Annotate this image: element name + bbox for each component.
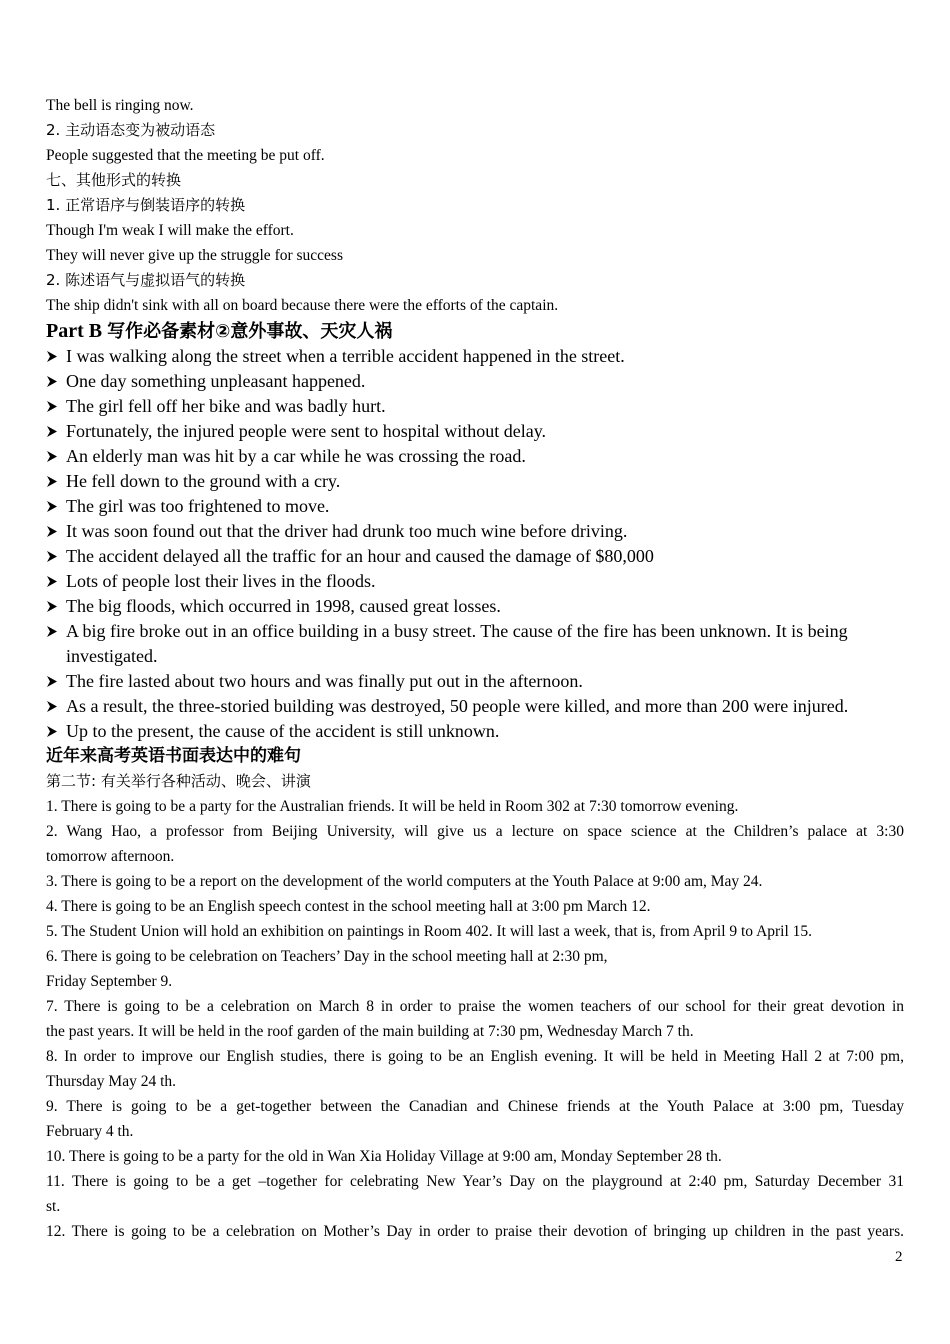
part-b-heading-cjk: 写作必备素材②意外事故、天灾人祸 — [107, 321, 393, 342]
arrow-bullet-icon — [46, 694, 64, 713]
list-item: 6. There is going to be celebration on Teachers’ Day in the school meeting hall at 2:30 pm, — [46, 948, 608, 965]
arrow-bullet-icon — [46, 344, 64, 363]
section-heading: 七、其他形式的转换 — [46, 171, 182, 189]
difficult-sentences-heading: 近年来高考英语书面表达中的难句 — [46, 746, 301, 766]
bullet-item: An elderly man was hit by a car while he was crossing the road. — [46, 444, 904, 469]
list-item-continuation: tomorrow afternoon. — [46, 848, 175, 865]
list-item: 7. There is going to be a celebration on March 8 in order to praise the women teachers of our school for their great devotion in — [46, 998, 904, 1015]
list-item: 12. There is going to be a celebration on Mother’s Day in order to praise their devotion of bringing up children in the past years. — [46, 1223, 904, 1240]
text-line: Though I'm weak I will make the effort. — [46, 222, 294, 239]
arrow-bullet-icon — [46, 444, 64, 463]
section-subheading: 第二节: 有关举行各种活动、晚会、讲演 — [46, 772, 311, 790]
bullet-item: The girl was too frightened to move. — [46, 494, 904, 519]
list-item: 9. There is going to be a get-together between the Canadian and Chinese friends at the Youth Palace at 3:00 pm, Tuesday — [46, 1098, 904, 1115]
list-item-continuation: Thursday May 24 th. — [46, 1073, 177, 1090]
list-item: 8. In order to improve our English studies, there is going to be an English evening. It will be held in Meeting Hall 2 at 7:00 pm, — [46, 1048, 904, 1065]
bullet-item: I was walking along the street when a terrible accident happened in the street. — [46, 344, 904, 369]
list-item-continuation: the past years. It will be held in the roof garden of the main building at 7:30 pm, Wednesday March 7 th. — [46, 1023, 694, 1040]
text-line: The ship didn't sink with all on board because there were the efforts of the captain. — [46, 297, 559, 314]
subheading: 1. 正常语序与倒装语序的转换 — [46, 196, 246, 214]
list-item: 5. The Student Union will hold an exhibition on paintings in Room 402. It will last a week, that is, from April 9 to April 15. — [46, 923, 813, 940]
bullet-item: As a result, the three-storied building was destroyed, 50 people were killed, and more than 200 were injured. — [46, 694, 904, 719]
list-item: 4. There is going to be an English speech contest in the school meeting hall at 3:00 pm March 12. — [46, 898, 651, 915]
bullet-item: The girl fell off her bike and was badly hurt. — [46, 394, 904, 419]
bullet-item: He fell down to the ground with a cry. — [46, 469, 904, 494]
text-line: They will never give up the struggle for success — [46, 247, 343, 264]
bullet-item: The big floods, which occurred in 1998, caused great losses. — [46, 594, 904, 619]
bullet-item: Lots of people lost their lives in the floods. — [46, 569, 904, 594]
bullet-item: A big fire broke out in an office building in a busy street. The cause of the fire has been unknown. It is being investigated. — [46, 619, 904, 669]
arrow-bullet-icon — [46, 519, 64, 538]
arrow-bullet-icon — [46, 594, 64, 613]
arrow-bullet-icon — [46, 619, 64, 638]
bullet-item: Up to the present, the cause of the accident is still unknown. — [46, 719, 904, 744]
bullet-item: It was soon found out that the driver had drunk too much wine before driving. — [46, 519, 904, 544]
arrow-bullet-icon — [46, 569, 64, 588]
part-b-heading-latin: Part B — [46, 320, 108, 342]
list-item: 1. There is going to be a party for the Australian friends. It will be held in Room 302 at 7:30 tomorrow evening. — [46, 798, 739, 815]
list-item-continuation: February 4 th. — [46, 1123, 134, 1140]
arrow-bullet-icon — [46, 419, 64, 438]
bullet-list — [46, 344, 904, 744]
part-b-heading — [46, 318, 904, 344]
list-item: 11. There is going to be a get –together for celebrating New Year’s Day on the playground at 2:40 pm, Saturday December 31 — [46, 1173, 904, 1190]
page-number: 2 — [895, 1249, 903, 1265]
bullet-item: The fire lasted about two hours and was finally put out in the afternoon. — [46, 669, 904, 694]
list-item: 10. There is going to be a party for the old in Wan Xia Holiday Village at 9:00 am, Monday September 28 th. — [46, 1148, 722, 1165]
bullet-item: Fortunately, the injured people were sent to hospital without delay. — [46, 419, 904, 444]
arrow-bullet-icon — [46, 544, 64, 563]
arrow-bullet-icon — [46, 669, 64, 688]
numbered-list — [46, 794, 904, 1244]
arrow-bullet-icon — [46, 394, 64, 413]
document-page — [46, 93, 904, 1244]
arrow-bullet-icon — [46, 369, 64, 388]
bullet-item: One day something unpleasant happened. — [46, 369, 904, 394]
list-item-continuation: Friday September 9. — [46, 973, 173, 990]
arrow-bullet-icon — [46, 494, 64, 513]
list-item-continuation: st. — [46, 1198, 61, 1215]
subheading: 2. 陈述语气与虚拟语气的转换 — [46, 271, 246, 289]
subheading: 2. 主动语态变为被动语态 — [46, 121, 216, 139]
arrow-bullet-icon — [46, 469, 64, 488]
text-line: The bell is ringing now. — [46, 97, 194, 114]
text-line: People suggested that the meeting be put off. — [46, 147, 325, 164]
list-item: 2. Wang Hao, a professor from Beijing University, will give us a lecture on space science at the Children’s palace at 3:30 — [46, 823, 904, 840]
bullet-item: The accident delayed all the traffic for an hour and caused the damage of $80,000 — [46, 544, 904, 569]
arrow-bullet-icon — [46, 719, 64, 738]
list-item: 3. There is going to be a report on the development of the world computers at the Youth Palace at 9:00 am, May 24. — [46, 873, 763, 890]
